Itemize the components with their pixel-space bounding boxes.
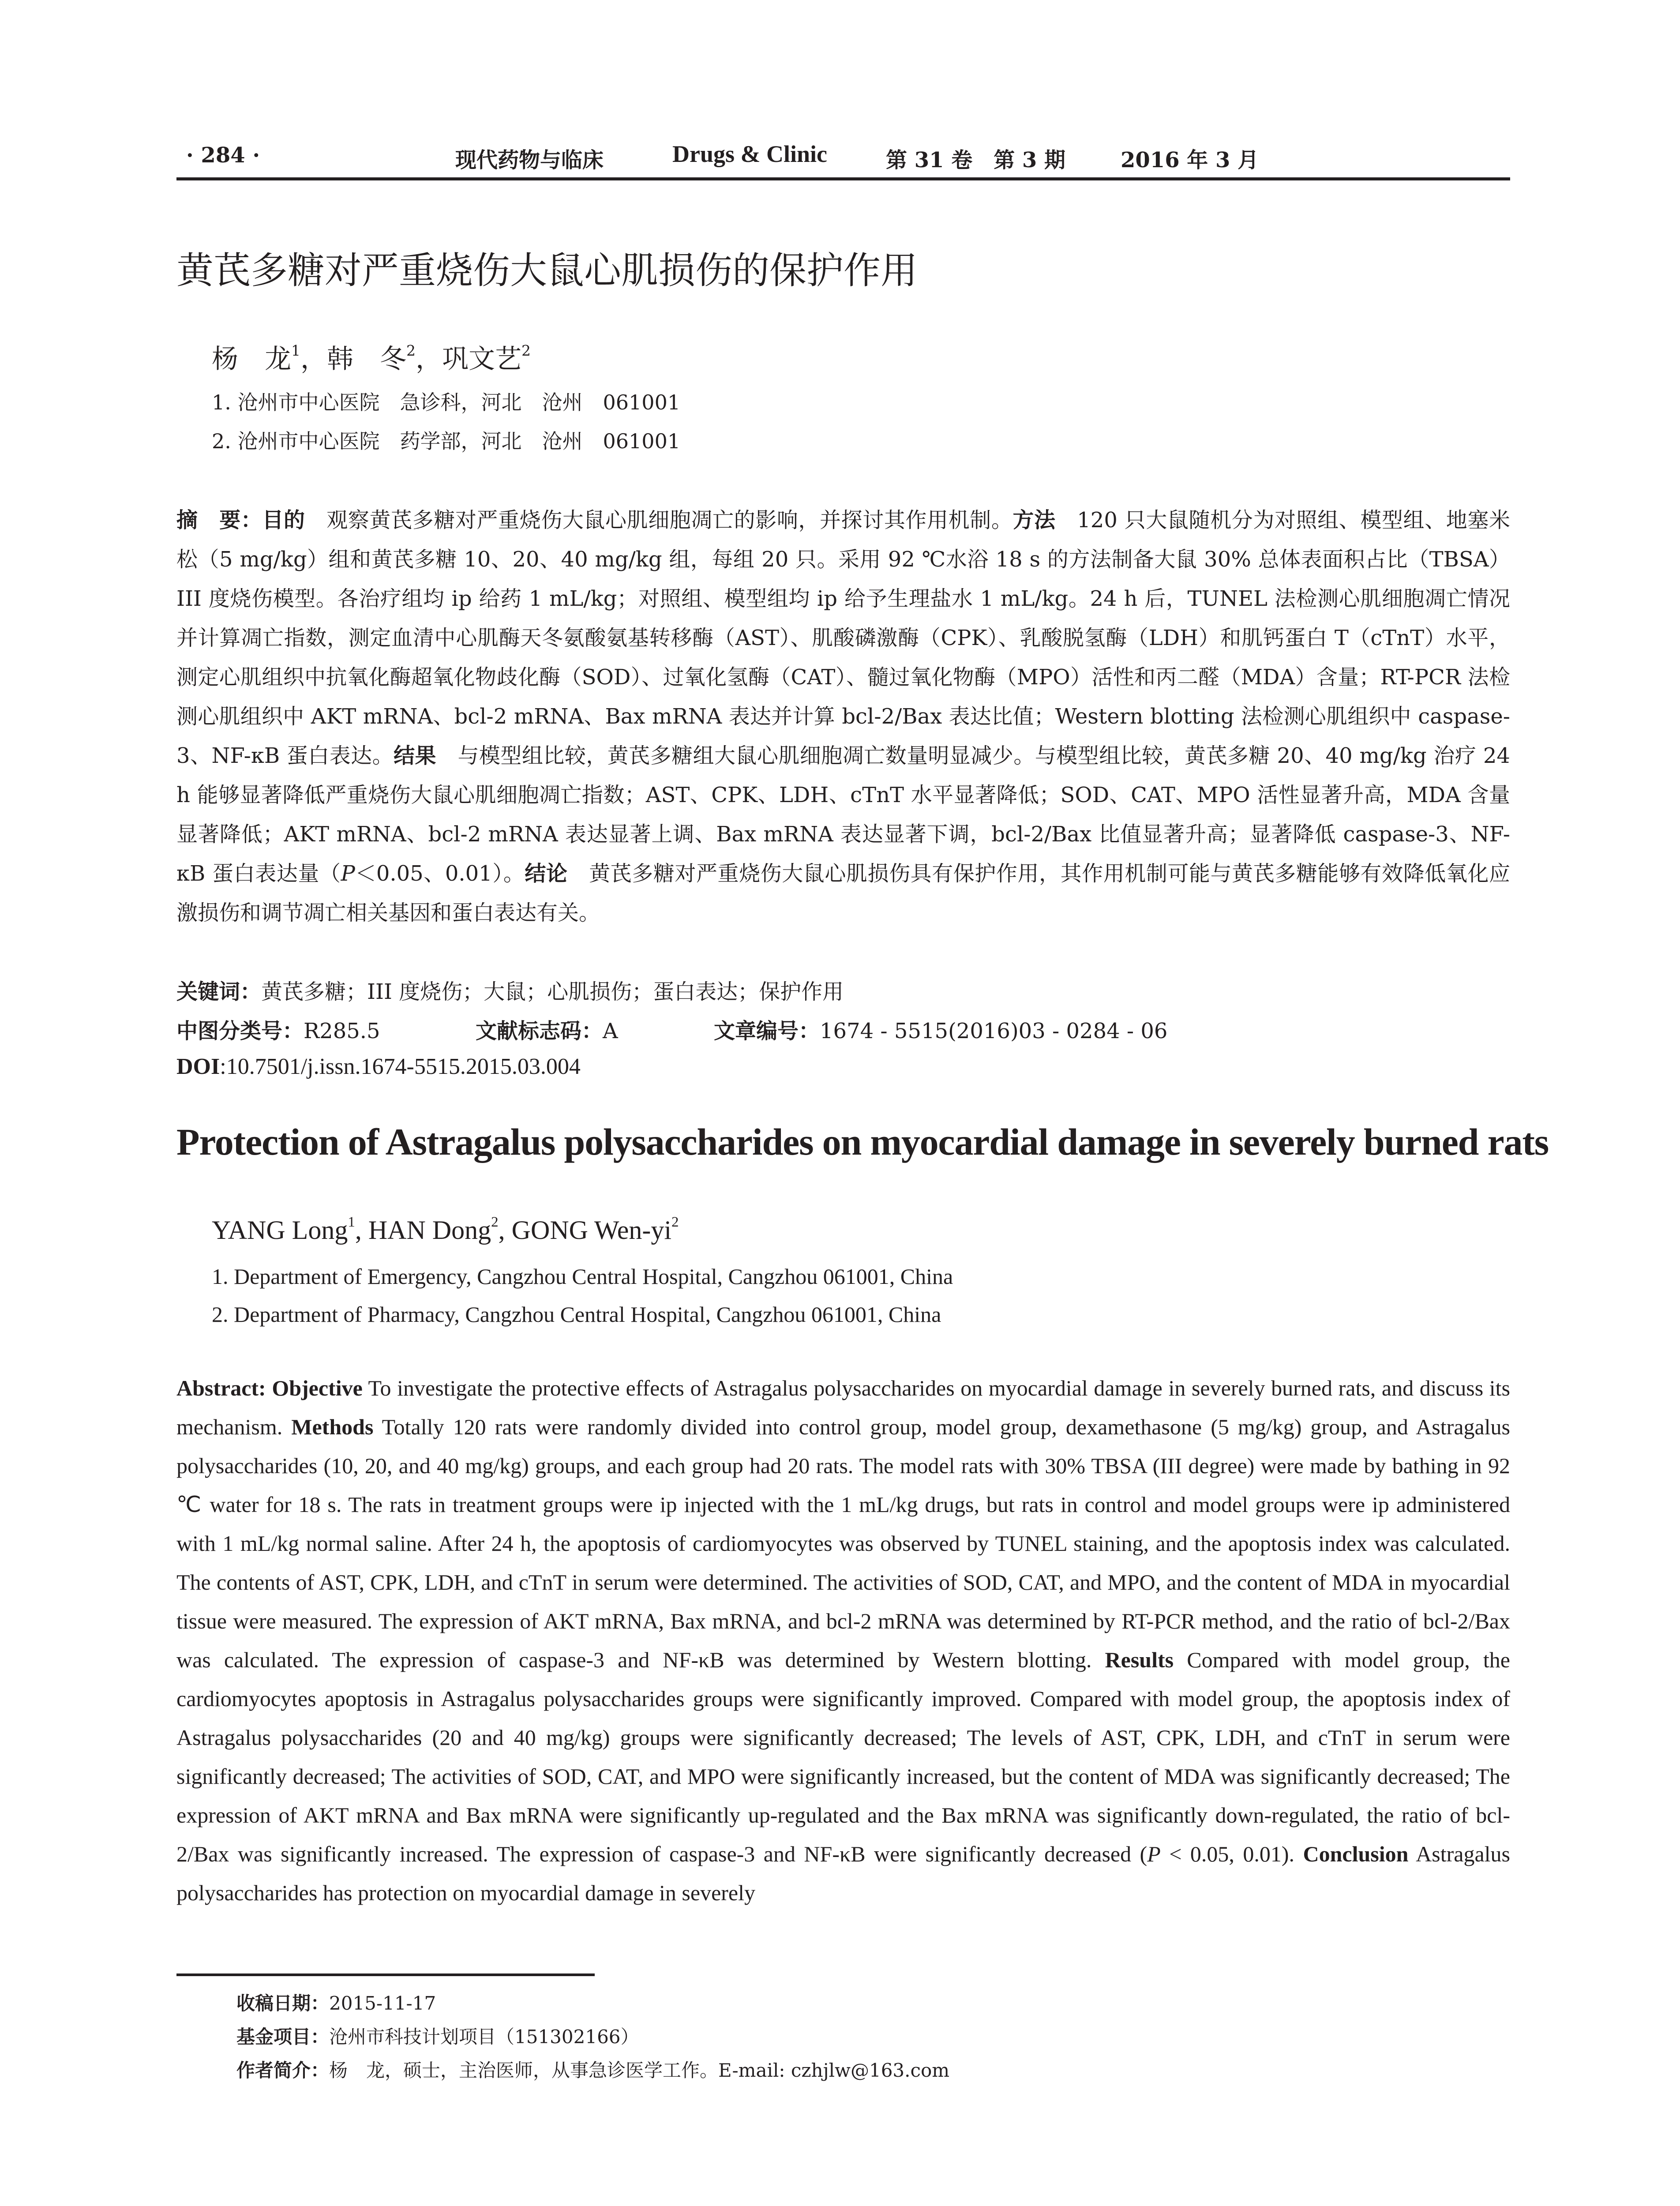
running-header: [176, 139, 1510, 180]
author-2: 韩 冬: [327, 344, 406, 375]
objective-en-label: Objective: [272, 1376, 363, 1400]
results-label: 结果: [394, 743, 437, 768]
classification-line: 中图分类号：R285.5: [176, 1019, 380, 1043]
footnote-author: 作者简介：杨 龙，硕士，主治医师，从事急诊医学工作。E-mail: czhjlw@163.com: [236, 2060, 950, 2081]
results-en-label: Results: [1105, 1647, 1174, 1672]
author-1: 杨 龙: [212, 344, 291, 375]
abstract-en-label: Abstract:: [176, 1376, 272, 1400]
title-cn: 黄芪多糖对严重烧伤大鼠心肌损伤的保护作用: [176, 249, 918, 292]
footnote-divider: [176, 1973, 595, 1976]
authors-en: YANG Long$^1$, HAN Dong$^2$, GONG Wen-$yi^2$: [212, 1214, 679, 1245]
publication-date: 2016 年 3 月: [1121, 148, 1259, 173]
abstract-cn: 摘 要：目的 观察黄芪多糖对严重烧伤大鼠心肌细胞凋亡的影响，并探讨其作用机制。方法 120 只大鼠随机分为对照组、模型组、地塞米松（5 mg/kg）组和黄芪多糖 10、20、40 mg/kg 组，每组 20 只。采用 92 ℃水浴 18 s 的方法制备大鼠 30% 总体表面积占比（TBSA）III 度烧伤模型。各治疗组均 ip 给药 1 mL/kg；对照组、模型组均 ip 给予生理盐水 1 mL/kg。24 h 后，TUNEL 法检测心肌细胞凋亡情况并计算凋亡指数，测定血清中心肌酶天冬氨酸氨基转移酶（AST）、肌酸磷激酶（CPK）、乳酸脱氢酶（LDH）和肌钙蛋白 T（cTnT）水平，测定心肌组织中抗氧化酶超氧化物歧化酶（SOD）、过氧化氢酶（CAT）、髓过氧化物酶（MPO）活性和丙二醛（MDA）含量；RT-PCR 法检测心肌组织中 AKT mRNA、bcl-2 mRNA、Bax mRNA 表达并计算 bcl-2/Bax 表达比值；Western blotting 法检测心肌组织中 caspase-3、NF-κB 蛋白表达。结果 与模型组比较，黄芪多糖组大鼠心肌细胞凋亡数量明显减少。与模型组比较，黄芪多糖 20、40 mg/kg 治疗 24 h 能够显著降低严重烧伤大鼠心肌细胞凋亡指数；AST、CPK、LDH、cTnT 水平显著降低；SOD、CAT、MPO 活性显著升高，MDA 含量显著降低；AKT mRNA、bcl-2 mRNA 表达显著上调、Bax mRNA 表达显著下调，bcl-2/Bax 比值显著升高；显著降低 caspase-3、NF-κB 蛋白表达量（P＜0.05、0.01）。结论 黄芪多糖对严重烧伤大鼠心肌损伤具有保护作用，其作用机制可能与黄芪多糖能够有效降低氧化应激损伤和调节凋亡相关基因和蛋白表达有关。: [176, 508, 1510, 925]
volume-issue: 第 31 卷 第 3 期: [886, 148, 1066, 173]
affiliation-en-2: 2. Department of Pharmacy, Cangzhou Central Hospital, Cangzhou 061001, China: [212, 1302, 941, 1327]
journal-name-cn: 现代药物与临床: [455, 148, 604, 173]
objective-label: 目的: [262, 508, 305, 533]
conclusion-en-label: Conclusion: [1303, 1842, 1409, 1866]
affiliation-cn-1: 1. 沧州市中心医院 急诊科，河北 沧州 061001: [212, 390, 681, 414]
affiliation-en-1: 1. Department of Emergency, Cangzhou Central Hospital, Cangzhou 061001, China: [212, 1264, 953, 1289]
affiliation-cn-2: 2. 沧州市中心医院 药学部，河北 沧州 061001: [212, 429, 681, 453]
document-code: 文献标志码：A: [476, 1019, 618, 1043]
page-number: · 284 ·: [186, 143, 260, 168]
title-en: Protection of Astragalus polysaccharides on myocardial damage in severely burned rats: [176, 1121, 1549, 1163]
author-3: 巩文艺: [442, 344, 521, 375]
article-number: 文章编号：1674 - 5515(2016)03 - 0284 - 06: [714, 1019, 1168, 1043]
authors-cn: 杨 龙$^1$，韩 冬$^2$，巩文艺$^2$: [212, 341, 531, 375]
methods-label: 方法: [1012, 508, 1056, 533]
footnote-fund: 基金项目：沧州市科技计划项目（151302166）: [236, 2026, 639, 2048]
journal-name-en: Drugs & Clinic: [672, 141, 827, 167]
abstract-en: Abstract: Objective To investigate the protective effects of Astragalus polysaccharides on myocardial damage in severely burned rats, and discuss its mechanism. Methods Totally 120 rats were randomly divided into control group, model group, dexamethasone (5 mg/kg) group, and Astragalus polysaccharides (10, 20, and 40 mg/kg) groups, and each group had 20 rats. The model rats with 30% TBSA (III degree) were made by bathing in 92 ℃ water for 18 s. The rats in treatment groups were ip injected with the 1 mL/kg drugs, but rats in control and model groups were ip administered with 1 mL/kg normal saline. After 24 h, the apoptosis of cardiomyocytes was observed by TUNEL staining, and the apoptosis index was calculated. The contents of AST, CPK, LDH, and cTnT in serum were determined. The activities of SOD, CAT, and MPO, and the content of MDA in myocardial tissue were measured. The expression of AKT mRNA, Bax mRNA, and bcl-2 mRNA was determined by RT-PCR method, and the ratio of bcl-2/Bax was calculated. The expression of caspase-3 and NF-κB was determined by Western blotting. Results Compared with model group, the cardiomyocytes apoptosis in Astragalus polysaccharides groups were significantly improved. Compared with model group, the apoptosis index of Astragalus polysaccharides (20 and 40 mg/kg) groups were significantly decreased; The levels of AST, CPK, LDH, and cTnT in serum were significantly decreased; The activities of SOD, CAT, and MPO were significantly increased, but the content of MDA was significantly decreased; The expression of AKT mRNA and Bax mRNA were significantly up-regulated and the Bax mRNA was significantly down-regulated, the ratio of bcl-2/Bax was significantly increased. The expression of caspase-3 and NF-κB were significantly decreased (P < 0.05, 0.01). Conclusion Astragalus polysaccharides has protection on myocardial damage in severely: [176, 1376, 1510, 1905]
keywords-cn: 关键词：黄芪多糖；III 度烧伤；大鼠；心肌损伤；蛋白表达；保护作用: [176, 979, 844, 1004]
methods-en-label: Methods: [291, 1414, 374, 1439]
doi: DOI:10.7501/j.issn.1674-5515.2015.03.004: [176, 1054, 581, 1079]
conclusion-label: 结论: [525, 861, 568, 886]
abstract-label: 摘 要：: [176, 508, 262, 533]
footnote-received: 收稿日期：2015-11-17: [236, 1992, 436, 2014]
